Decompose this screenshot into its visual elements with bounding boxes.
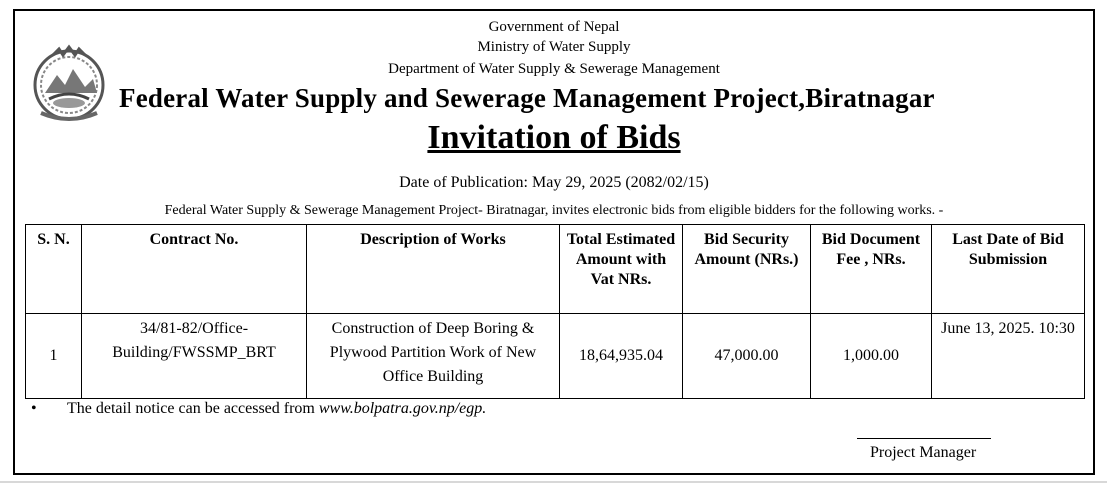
notice-frame <box>13 9 1095 475</box>
cell-security: 47,000.00 <box>683 314 811 399</box>
cell-lastdate: June 13, 2025. 10:30 <box>932 314 1085 399</box>
header-contract: Contract No. <box>82 225 307 314</box>
header-sn: S. N. <box>26 225 82 314</box>
department-line: Department of Water Supply & Sewerage Management <box>388 61 720 77</box>
signature-line <box>857 438 991 439</box>
cell-estimate: 18,64,935.04 <box>560 314 683 399</box>
intro-text: Federal Water Supply & Sewerage Management Project- Biratnagar, invites electronic bids from eligible bidders for the following works. - <box>164 203 944 218</box>
project-heading: Federal Water Supply and Sewerage Management Project,Biratnagar <box>119 83 935 113</box>
bullet-icon: • <box>31 400 37 417</box>
header-security: Bid Security Amount (NRs.) <box>683 225 811 314</box>
cell-fee: 1,000.00 <box>811 314 932 399</box>
detail-note <box>31 400 486 418</box>
table-row <box>26 314 1085 399</box>
page-divider <box>0 481 1107 483</box>
publication-date: Date of Publication: May 29, 2025 (2082/02/15) <box>399 174 709 191</box>
header-estimate: Total Estimated Amount with Vat NRs. <box>560 225 683 314</box>
cell-sn: 1 <box>26 314 82 399</box>
note-prefix: The detail notice can be accessed from <box>67 400 319 417</box>
header-fee: Bid Document Fee , NRs. <box>811 225 932 314</box>
ministry-line: Ministry of Water Supply <box>477 39 631 55</box>
notice-title: Invitation of Bids <box>427 119 681 156</box>
header-description: Description of Works <box>307 225 560 314</box>
bolpatra-link[interactable]: www.bolpatra.gov.np/egp. <box>318 400 487 417</box>
signature-title: Project Manager <box>870 444 977 461</box>
header-lastdate: Last Date of Bid Submission <box>932 225 1085 314</box>
table-header-row <box>26 225 1085 314</box>
government-line: Government of Nepal <box>488 19 620 35</box>
cell-contract: 34/81-82/Office-Building/FWSSMP_BRT <box>82 314 307 399</box>
cell-description: Construction of Deep Boring & Plywood Partition Work of New Office Building <box>307 314 560 399</box>
bids-table <box>25 224 1085 399</box>
